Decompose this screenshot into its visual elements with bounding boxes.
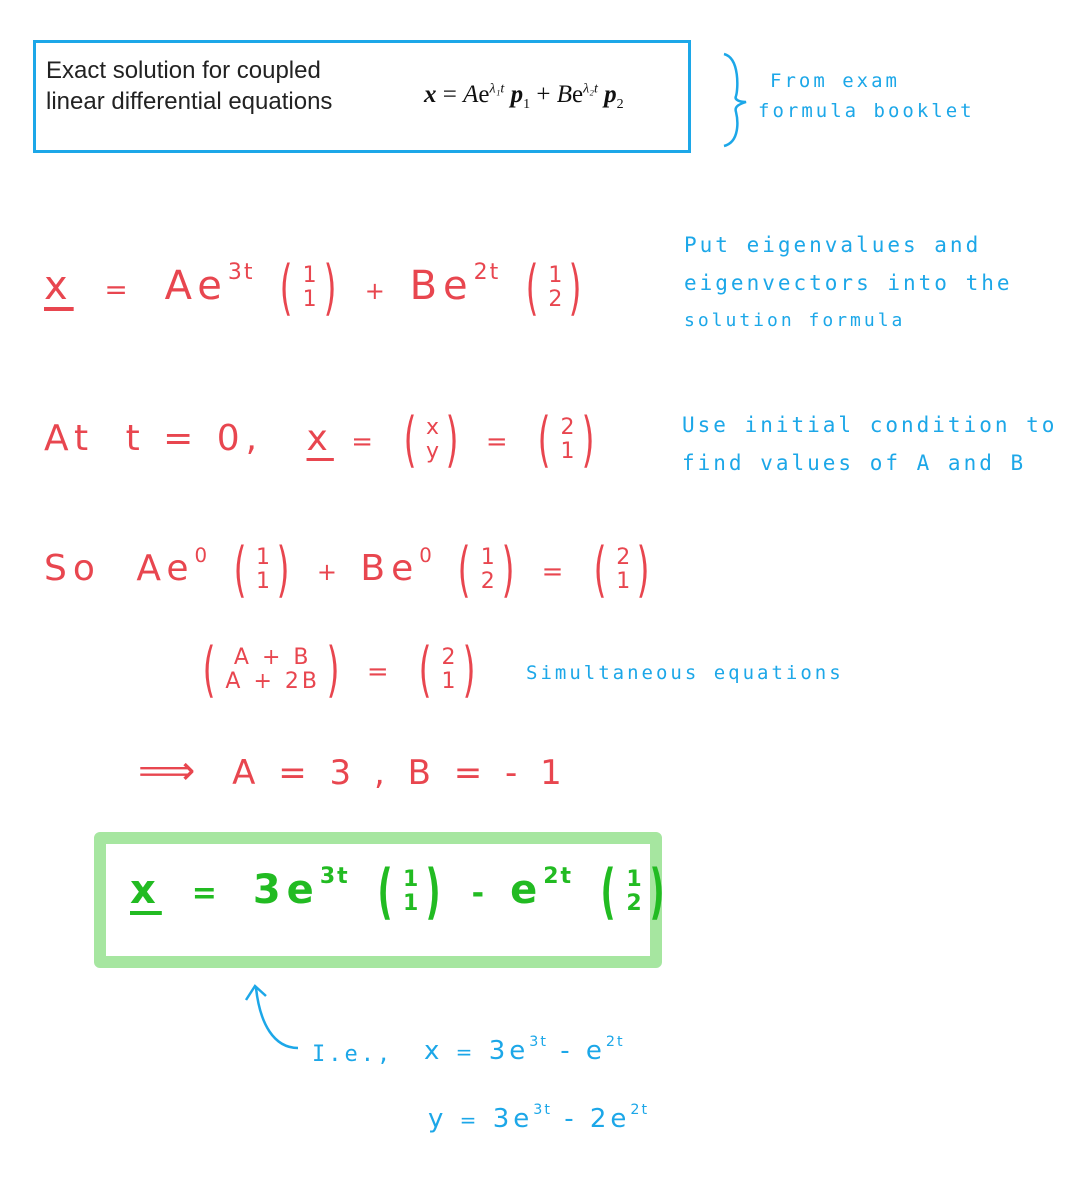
minus-sign: - bbox=[471, 876, 491, 911]
vec-entry: y bbox=[425, 439, 439, 464]
initial-condition-line: At t = 0, x = ( x y ) = ( 2 1 ) bbox=[44, 405, 598, 475]
simultaneous-line: ( A + B A + 2B ) = ( 2 1 ) bbox=[202, 635, 479, 705]
exponent: 0 bbox=[419, 544, 434, 568]
note-put bbox=[684, 226, 1013, 340]
vec-entry: 2 bbox=[626, 891, 642, 916]
vec-entry: 1 bbox=[480, 545, 495, 570]
formula-exp1: λ₁t bbox=[489, 81, 505, 97]
so-text: So bbox=[44, 548, 101, 589]
final-solution: $x = 3e^{3t}$ ( 1 1 ) - $e^{2t}$ ( 1 2 ) bbox=[130, 857, 668, 927]
exponent: 3t bbox=[529, 1034, 548, 1050]
vec-entry: 2 bbox=[480, 569, 495, 594]
equals-sign: = bbox=[485, 427, 514, 457]
matrix-row: A + B bbox=[233, 645, 312, 670]
equals-sign: = bbox=[459, 1107, 481, 1132]
formula-e2: e bbox=[571, 81, 584, 108]
formula-B: B bbox=[556, 81, 572, 108]
coefficient: 3 bbox=[252, 867, 287, 913]
exp-e: e bbox=[166, 548, 195, 589]
equals-sign: = bbox=[104, 273, 134, 306]
solution-general-line: $x = Ae^{3t}$ ( 1 1 ) + $Be^{2t}$ ( 1 2 ) bbox=[44, 253, 586, 323]
exp-e: e bbox=[443, 263, 474, 309]
note-use-line1: Use initial condition to bbox=[682, 413, 1058, 437]
exponent: 3t bbox=[227, 260, 255, 286]
result-values: A = 3 , B = - 1 bbox=[232, 753, 568, 793]
exponent: 2t bbox=[473, 260, 501, 286]
vec-entry: 1 bbox=[616, 569, 631, 594]
constant-A: A bbox=[136, 548, 167, 589]
note-use-line2: find values of A and B bbox=[682, 451, 1027, 475]
note-booklet-line2: formula booklet bbox=[758, 100, 975, 122]
vec-entry: 2 bbox=[548, 287, 563, 312]
x-component bbox=[424, 1034, 625, 1066]
vec-entry: 1 bbox=[302, 263, 317, 288]
curly-brace-icon bbox=[718, 50, 748, 150]
plus-sign: + bbox=[364, 277, 391, 305]
exponent: 3t bbox=[533, 1102, 552, 1118]
formula-p1: p bbox=[510, 81, 524, 108]
note-put-line3: solution formula bbox=[684, 310, 906, 331]
note-booklet-line1: From exam bbox=[770, 70, 900, 92]
plus-sign: + bbox=[316, 558, 343, 586]
note-put-line1: Put eigenvalues and bbox=[684, 233, 982, 257]
solution-formula bbox=[424, 81, 624, 113]
t-zero: t = 0, bbox=[125, 418, 264, 459]
formula-label: Exact solution for coupled linear differential equations bbox=[46, 57, 333, 115]
exp-e: e bbox=[391, 548, 420, 589]
note-simultaneous: Simultaneous equations bbox=[526, 662, 844, 684]
formula-p2: p bbox=[604, 81, 617, 108]
vector-x: x bbox=[130, 867, 162, 913]
matrix-row: A + 2B bbox=[225, 669, 320, 694]
equals-sign: = bbox=[455, 1039, 477, 1064]
term: 3e bbox=[492, 1103, 534, 1134]
minus-sign: - bbox=[564, 1103, 578, 1134]
vec-entry: 1 bbox=[403, 891, 419, 916]
exp-e: e bbox=[510, 867, 544, 913]
equals-sign: = bbox=[191, 876, 223, 911]
vector-x: x bbox=[306, 418, 334, 459]
formula-e1: e bbox=[478, 81, 490, 108]
exponent: 2t bbox=[605, 1034, 625, 1050]
exponent: 0 bbox=[194, 544, 210, 568]
equals-sign: = bbox=[351, 427, 380, 457]
term: 2e bbox=[589, 1103, 631, 1134]
note-booklet bbox=[758, 66, 975, 126]
vec-entry: 2 bbox=[560, 415, 575, 440]
exponent: 3t bbox=[319, 864, 350, 890]
minus-sign: - bbox=[560, 1035, 574, 1066]
vec-entry: 1 bbox=[626, 867, 642, 892]
y-component bbox=[428, 1102, 649, 1134]
result-line bbox=[138, 748, 568, 794]
constant-B: B bbox=[360, 548, 392, 589]
term: 3e bbox=[488, 1035, 530, 1066]
vec-entry: 1 bbox=[302, 287, 317, 312]
formula-plus: + bbox=[536, 81, 551, 108]
exponent: 2t bbox=[543, 864, 574, 890]
vec-entry: 1 bbox=[255, 569, 270, 594]
note-ie: I.e., bbox=[312, 1042, 394, 1067]
equals-sign: = bbox=[366, 657, 395, 687]
vec-entry: x bbox=[425, 415, 439, 440]
formula-sub2: 2 bbox=[616, 97, 624, 112]
note-use bbox=[682, 406, 1057, 482]
formula-x: x bbox=[424, 81, 437, 108]
vec-entry: 1 bbox=[548, 263, 563, 288]
constant-B: B bbox=[409, 263, 444, 309]
term: e bbox=[585, 1035, 606, 1066]
y-label: y bbox=[428, 1103, 448, 1134]
at-text: At bbox=[44, 418, 95, 459]
formula-sub1: 1 bbox=[523, 97, 531, 112]
vec-entry: 1 bbox=[560, 439, 575, 464]
vec-entry: 1 bbox=[255, 545, 270, 570]
exponent: 2t bbox=[630, 1102, 650, 1118]
substitution-line: So Ae$^0$ ( 1 1 ) + Be$^0$ ( 1 2 ) = ( 2 1 ) bbox=[44, 535, 654, 605]
formula-A: A bbox=[463, 81, 479, 108]
exp-e: e bbox=[286, 867, 320, 913]
vec-entry: 1 bbox=[403, 867, 419, 892]
equals-sign: = bbox=[541, 557, 570, 587]
implies-arrow-icon: ⟹ bbox=[138, 748, 202, 794]
vec-entry: 2 bbox=[616, 545, 631, 570]
vector-x: x bbox=[44, 263, 74, 309]
formula-eq: = bbox=[442, 81, 457, 108]
formula-booklet-box bbox=[33, 40, 691, 153]
exp-e: e bbox=[197, 263, 228, 309]
x-label: x bbox=[424, 1035, 444, 1066]
vec-entry: 1 bbox=[441, 669, 456, 694]
constant-A: A bbox=[164, 263, 198, 309]
note-put-line2: eigenvectors into the bbox=[684, 271, 1013, 295]
curved-arrow-icon bbox=[240, 978, 310, 1058]
formula-exp2: λ₂t bbox=[583, 81, 598, 97]
vec-entry: 2 bbox=[441, 645, 456, 670]
